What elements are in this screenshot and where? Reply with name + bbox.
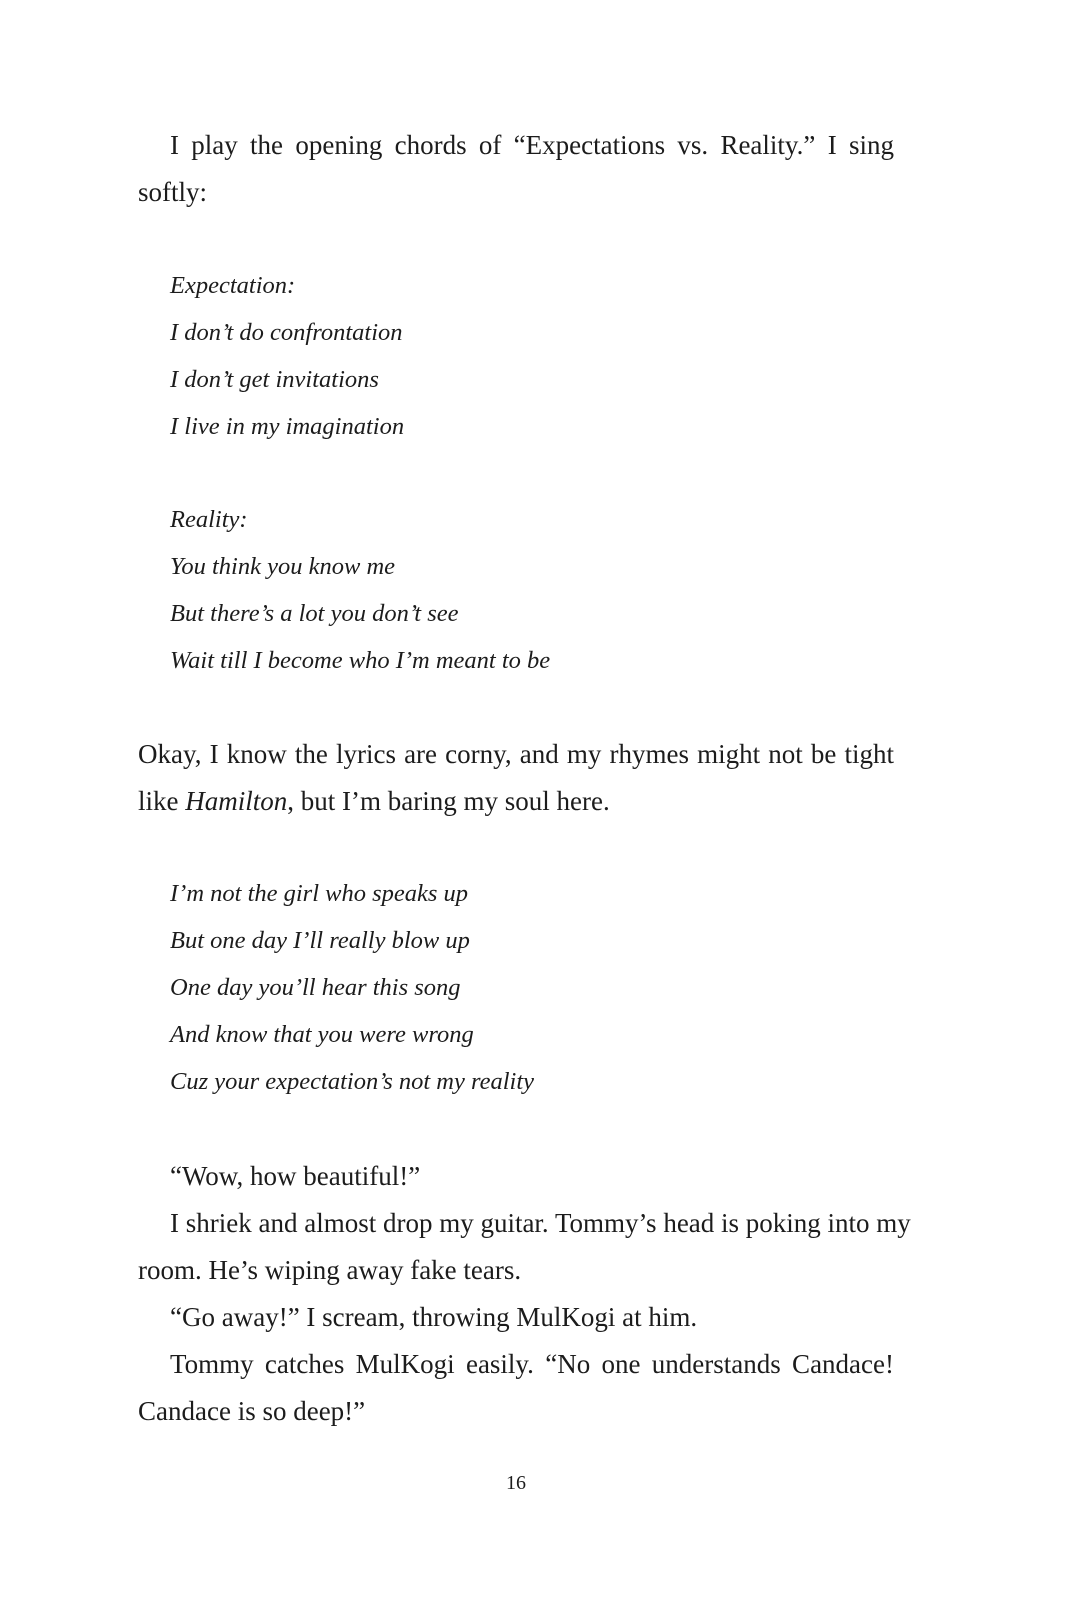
paragraph-tommy-line-2: Candace is so deep!” — [138, 1396, 366, 1426]
paragraph-lyrics-comment-line-2 — [138, 784, 610, 818]
verse-line: I don’t do confrontation — [170, 319, 403, 346]
italic-title-hamilton: Hamilton — [185, 786, 288, 816]
verse-line: But one day I’ll really blow up — [170, 927, 470, 954]
paragraph-opening-line-1: I play the opening chords of “Expectations vs. Reality.” I sing — [170, 130, 894, 160]
verse-line: And know that you were wrong — [170, 1021, 474, 1048]
verse-line: One day you’ll hear this song — [170, 974, 461, 1001]
verse-line: Cuz your expectation’s not my reality — [170, 1068, 535, 1095]
book-page — [138, 0, 911, 1600]
verse-heading-expectation: Expectation: — [170, 272, 296, 299]
text-run: like — [138, 786, 186, 816]
paragraph-shriek-line-2: room. He’s wiping away fake tears. — [138, 1255, 522, 1285]
paragraph-shriek-line-1: I shriek and almost drop my guitar. Tommy’s head is poking into my — [170, 1208, 911, 1238]
verse-heading-reality: Reality: — [170, 506, 248, 533]
paragraph-tommy-line-1: Tommy catches MulKogi easily. “No one understands Candace! — [170, 1349, 894, 1379]
verse-line: I live in my imagination — [170, 413, 405, 440]
verse-line: Wait till I become who I’m meant to be — [170, 647, 551, 674]
verse-line: I’m not the girl who speaks up — [170, 880, 469, 907]
paragraph-opening-line-2: softly: — [138, 177, 208, 207]
dialogue-go-away: “Go away!” I scream, throwing MulKogi at him. — [170, 1302, 698, 1332]
verse-line: You think you know me — [170, 553, 396, 580]
text-run: , but I’m baring my soul here. — [287, 786, 610, 816]
paragraph-lyrics-comment-line-1: Okay, I know the lyrics are corny, and my rhymes might not be tight — [138, 739, 894, 769]
verse-line: I don’t get invitations — [170, 366, 379, 393]
page-number: 16 — [506, 1472, 526, 1494]
dialogue-wow: “Wow, how beautiful!” — [170, 1161, 421, 1191]
verse-line: But there’s a lot you don’t see — [170, 600, 459, 627]
